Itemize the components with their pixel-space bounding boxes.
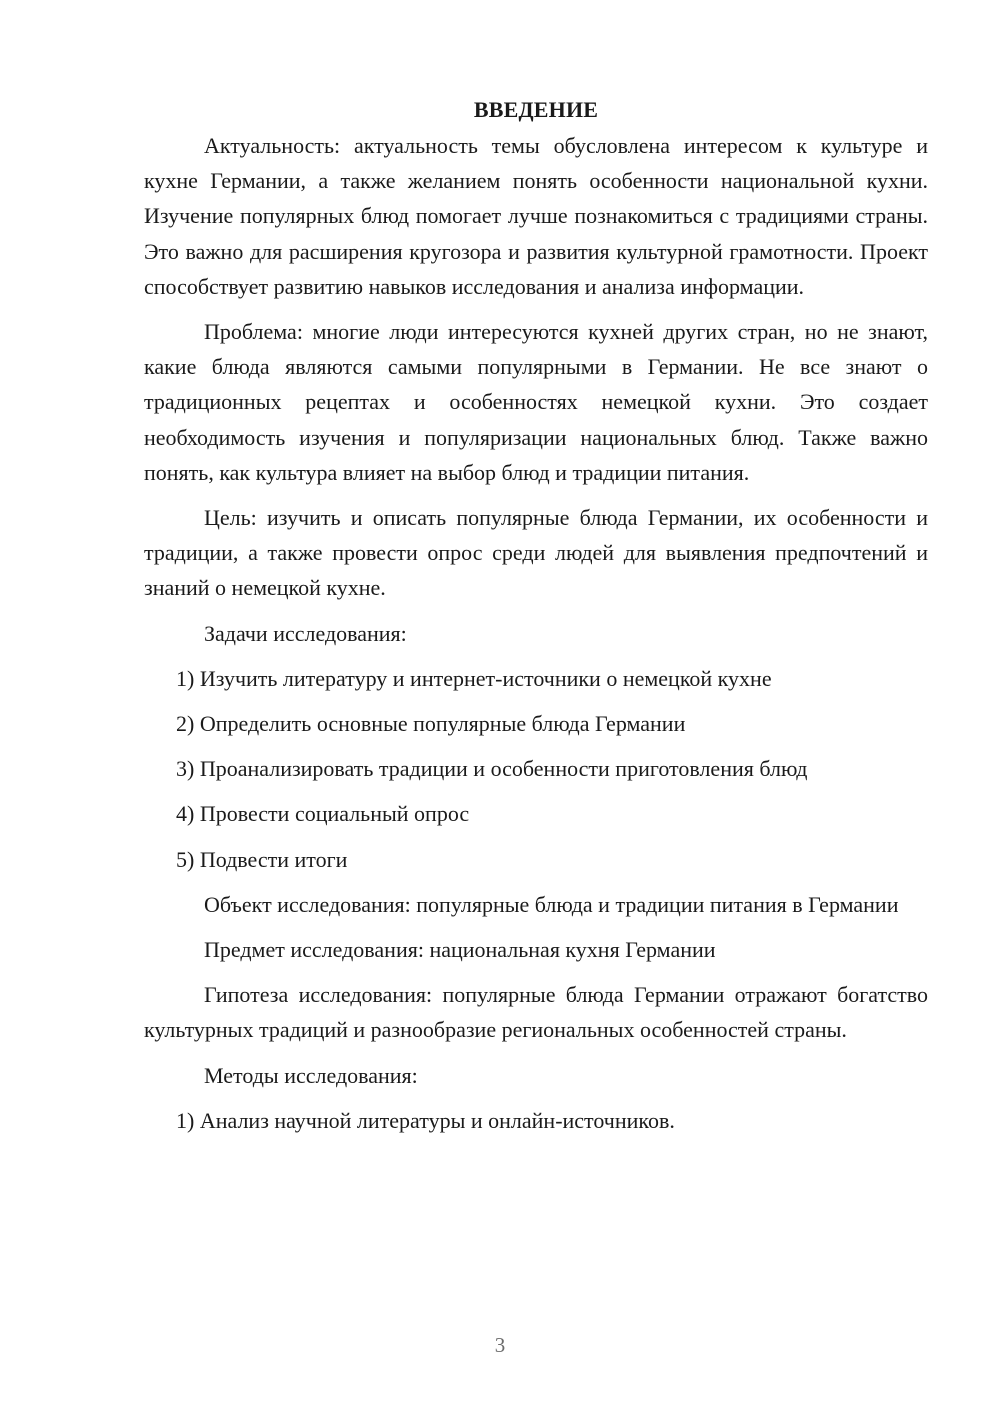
relevance-paragraph: Актуальность: актуальность темы обусловлена интересом к культуре и кухне Германии, а также желанием понять особенности национальной кухни. Изучение популярных блюд помогает лучше познакомиться с традициями страны. Это важно для расширения кругозора и развития культурной грамотности. Проект способствует развитию навыков исследования и анализа информации. [144, 133, 928, 299]
task-item: 5) Подвести итоги [176, 846, 348, 872]
document-body [144, 92, 928, 1148]
section-title: ВВЕДЕНИЕ [473, 97, 599, 122]
methods-heading: Методы исследования: [204, 1062, 418, 1088]
task-item: 1) Изучить литературу и интернет-источники о немецкой кухне [176, 665, 772, 691]
goal-paragraph: Цель: изучить и описать популярные блюда Германии, их особенности и традиции, а также провести опрос среди людей для выявления предпочтений и знаний о немецкой кухне. [144, 505, 928, 601]
method-item: 1) Анализ научной литературы и онлайн-источников. [176, 1107, 675, 1133]
task-item: 2) Определить основные популярные блюда Германии [176, 711, 686, 737]
subject-paragraph: Предмет исследования: национальная кухня Германии [204, 937, 716, 963]
problem-paragraph: Проблема: многие люди интересуются кухней других стран, но не знают, какие блюда являются самыми популярными в Германии. Не все знают о традиционных рецептах и особенностях немецкой кухни. Это создает необходимость изучения и популяризации национальных блюд. Также важно понять, как культура влияет на выбор блюд и традиции питания. [144, 319, 928, 485]
task-item: 3) Проанализировать традиции и особенности приготовления блюд [176, 756, 808, 782]
tasks-heading: Задачи исследования: [204, 620, 407, 646]
object-paragraph: Объект исследования: популярные блюда и традиции питания в Германии [204, 891, 899, 917]
task-item: 4) Провести социальный опрос [176, 801, 470, 827]
hypothesis-paragraph: Гипотеза исследования: популярные блюда Германии отражают богатство культурных традиций и разнообразие региональных особенностей страны. [144, 982, 928, 1043]
page-number: 3 [494, 1333, 506, 1357]
